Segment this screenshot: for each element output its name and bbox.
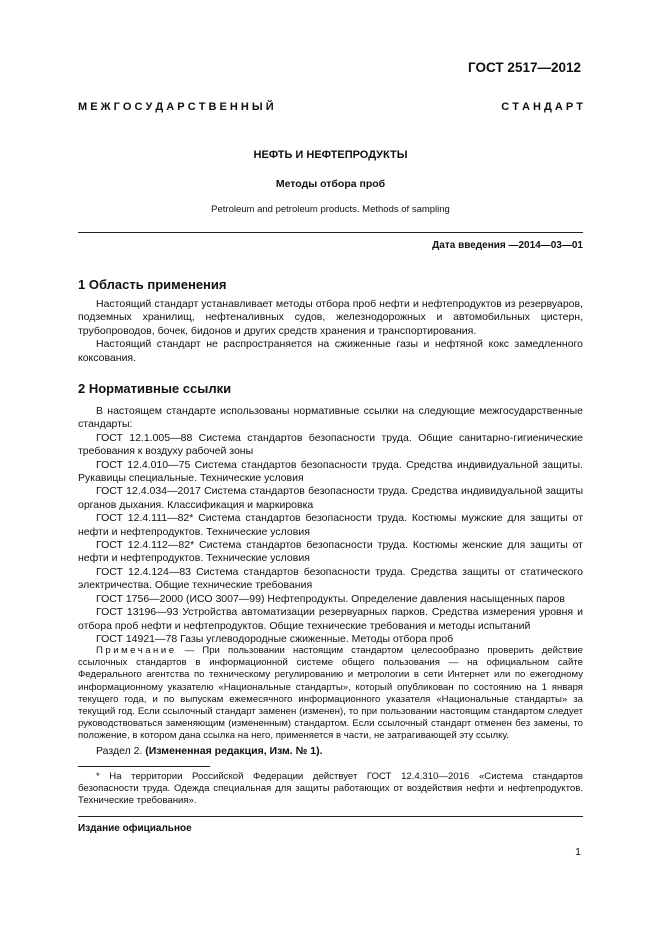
note-block [78, 645, 583, 743]
note-text: — При пользовании настоящим стандартом целесообразно проверить действие ссылочных стандартов в информационной системе общего пользования — на официальном сайте Федерального агентства по техническому регулированию и метрологии в сети Интернет или по ежегодному информационному указателю «Национальные стандарты», который опубликован по состоянию на 1 января текущего года, и по выпускам ежемесячного информационного указателя «Национальные стандарты» за текущий год. Если ссылочный стандарт заменен (изменен), то при пользовании настоящим стандартом следует руководствоваться заменяющим (измененным) стандартом. Если ссылочный стандарт отменен без замены, то положение, в котором дана ссылка на него, применяется в части, не затрагивающей эту ссылку. [78, 645, 583, 742]
reference-item: ГОСТ 12.4.112—82* Система стандартов безопасности труда. Костюмы женские для защиты от нефти и нефтепродуктов. Технические условия [78, 539, 583, 565]
amendment-note: (Измененная редакция, Изм. № 1). [145, 745, 323, 757]
section-1-paragraph: Настоящий стандарт устанавливает методы отбора проб нефти и нефтепродуктов из резервуаров, подземных хранилищ, нефтеналивных судов, железнодорожных и автомобильных цистерн, трубопроводов, бочек, бидонов и других средств хранения и транспортирования. [78, 298, 583, 337]
amendment-line [78, 745, 583, 758]
banner-left: М Е Ж Г О С У Д А Р С Т В Е Н Н Ы Й [78, 101, 274, 113]
page-number: 1 [575, 846, 581, 858]
document-title: НЕФТЬ И НЕФТЕПРОДУКТЫ [253, 149, 408, 161]
reference-item: ГОСТ 1756—2000 (ИСО 3007—99) Нефтепродукты. Определение давления насыщенных паров [96, 592, 565, 605]
note-paragraph [78, 645, 583, 743]
section-1-body [78, 298, 583, 365]
reference-item: ГОСТ 12.4.010—75 Система стандартов безопасности труда. Средства индивидуальной защиты. Рукавицы специальные. Технические условия [78, 458, 583, 485]
section-1-paragraph: Настоящий стандарт не распространяется на сжиженные газы и нефтяной кокс замедленного коксования. [78, 338, 583, 364]
title-divider [78, 232, 583, 233]
introduction-date: Дата введения —2014—03—01 [432, 240, 583, 251]
document-id: ГОСТ 2517—2012 [468, 60, 581, 75]
reference-item: ГОСТ 12.1.005—88 Система стандартов безопасности труда. Общие санитарно-гигиенические требования к воздуху рабочей зоны [78, 431, 583, 458]
edition-divider [78, 816, 583, 817]
document-subtitle: Методы отбора проб [275, 178, 386, 190]
reference-item: ГОСТ 12.4.034—2017 Система стандартов безопасности труда. Средства индивидуальной защиты органов дыхания. Классификация и маркировка [78, 485, 583, 511]
reference-item: ГОСТ 13196—93 Устройства автоматизации резервуарных парков. Средства измерения уровня и отбора проб нефти и нефтепродуктов. Общие технические требования и методы испытаний [78, 606, 583, 632]
section-2-intro: В настоящем стандарте использованы нормативные ссылки на следующие межгосударственные стандарты: [78, 405, 583, 431]
footnote [78, 771, 583, 808]
reference-item: ГОСТ 14921—78 Газы углеводородные сжиженные. Методы отбора проб [96, 632, 454, 645]
english-title: Petroleum and petroleum products. Methods of sampling [211, 204, 450, 215]
reference-item: ГОСТ 12.4.124—83 Система стандартов безопасности труда. Средства защиты от статического электричества. Общие технические требования [78, 565, 583, 592]
section-2-heading: 2 Нормативные ссылки [78, 381, 232, 396]
footnote-divider [78, 766, 210, 767]
section-2-body [78, 405, 583, 646]
amendment-prefix: Раздел 2. [96, 745, 146, 757]
footnote-text: * На территории Российской Федерации действует ГОСТ 12.4.310—2016 «Система стандартов безопасности труда. Одежда специальная для защиты работающих от воздействия нефти и нефтепродуктов. Технические требования». [78, 771, 583, 807]
banner-right: С Т А Н Д А Р Т [501, 101, 583, 113]
section-1-heading: 1 Область применения [78, 277, 227, 292]
reference-item: ГОСТ 12.4.111—82* Система стандартов безопасности труда. Костюмы мужские для защиты от нефти и нефтепродуктов. Технические условия [78, 512, 583, 538]
note-label: Примечание [96, 645, 177, 656]
standard-banner [78, 101, 583, 113]
edition-label: Издание официальное [78, 823, 192, 834]
